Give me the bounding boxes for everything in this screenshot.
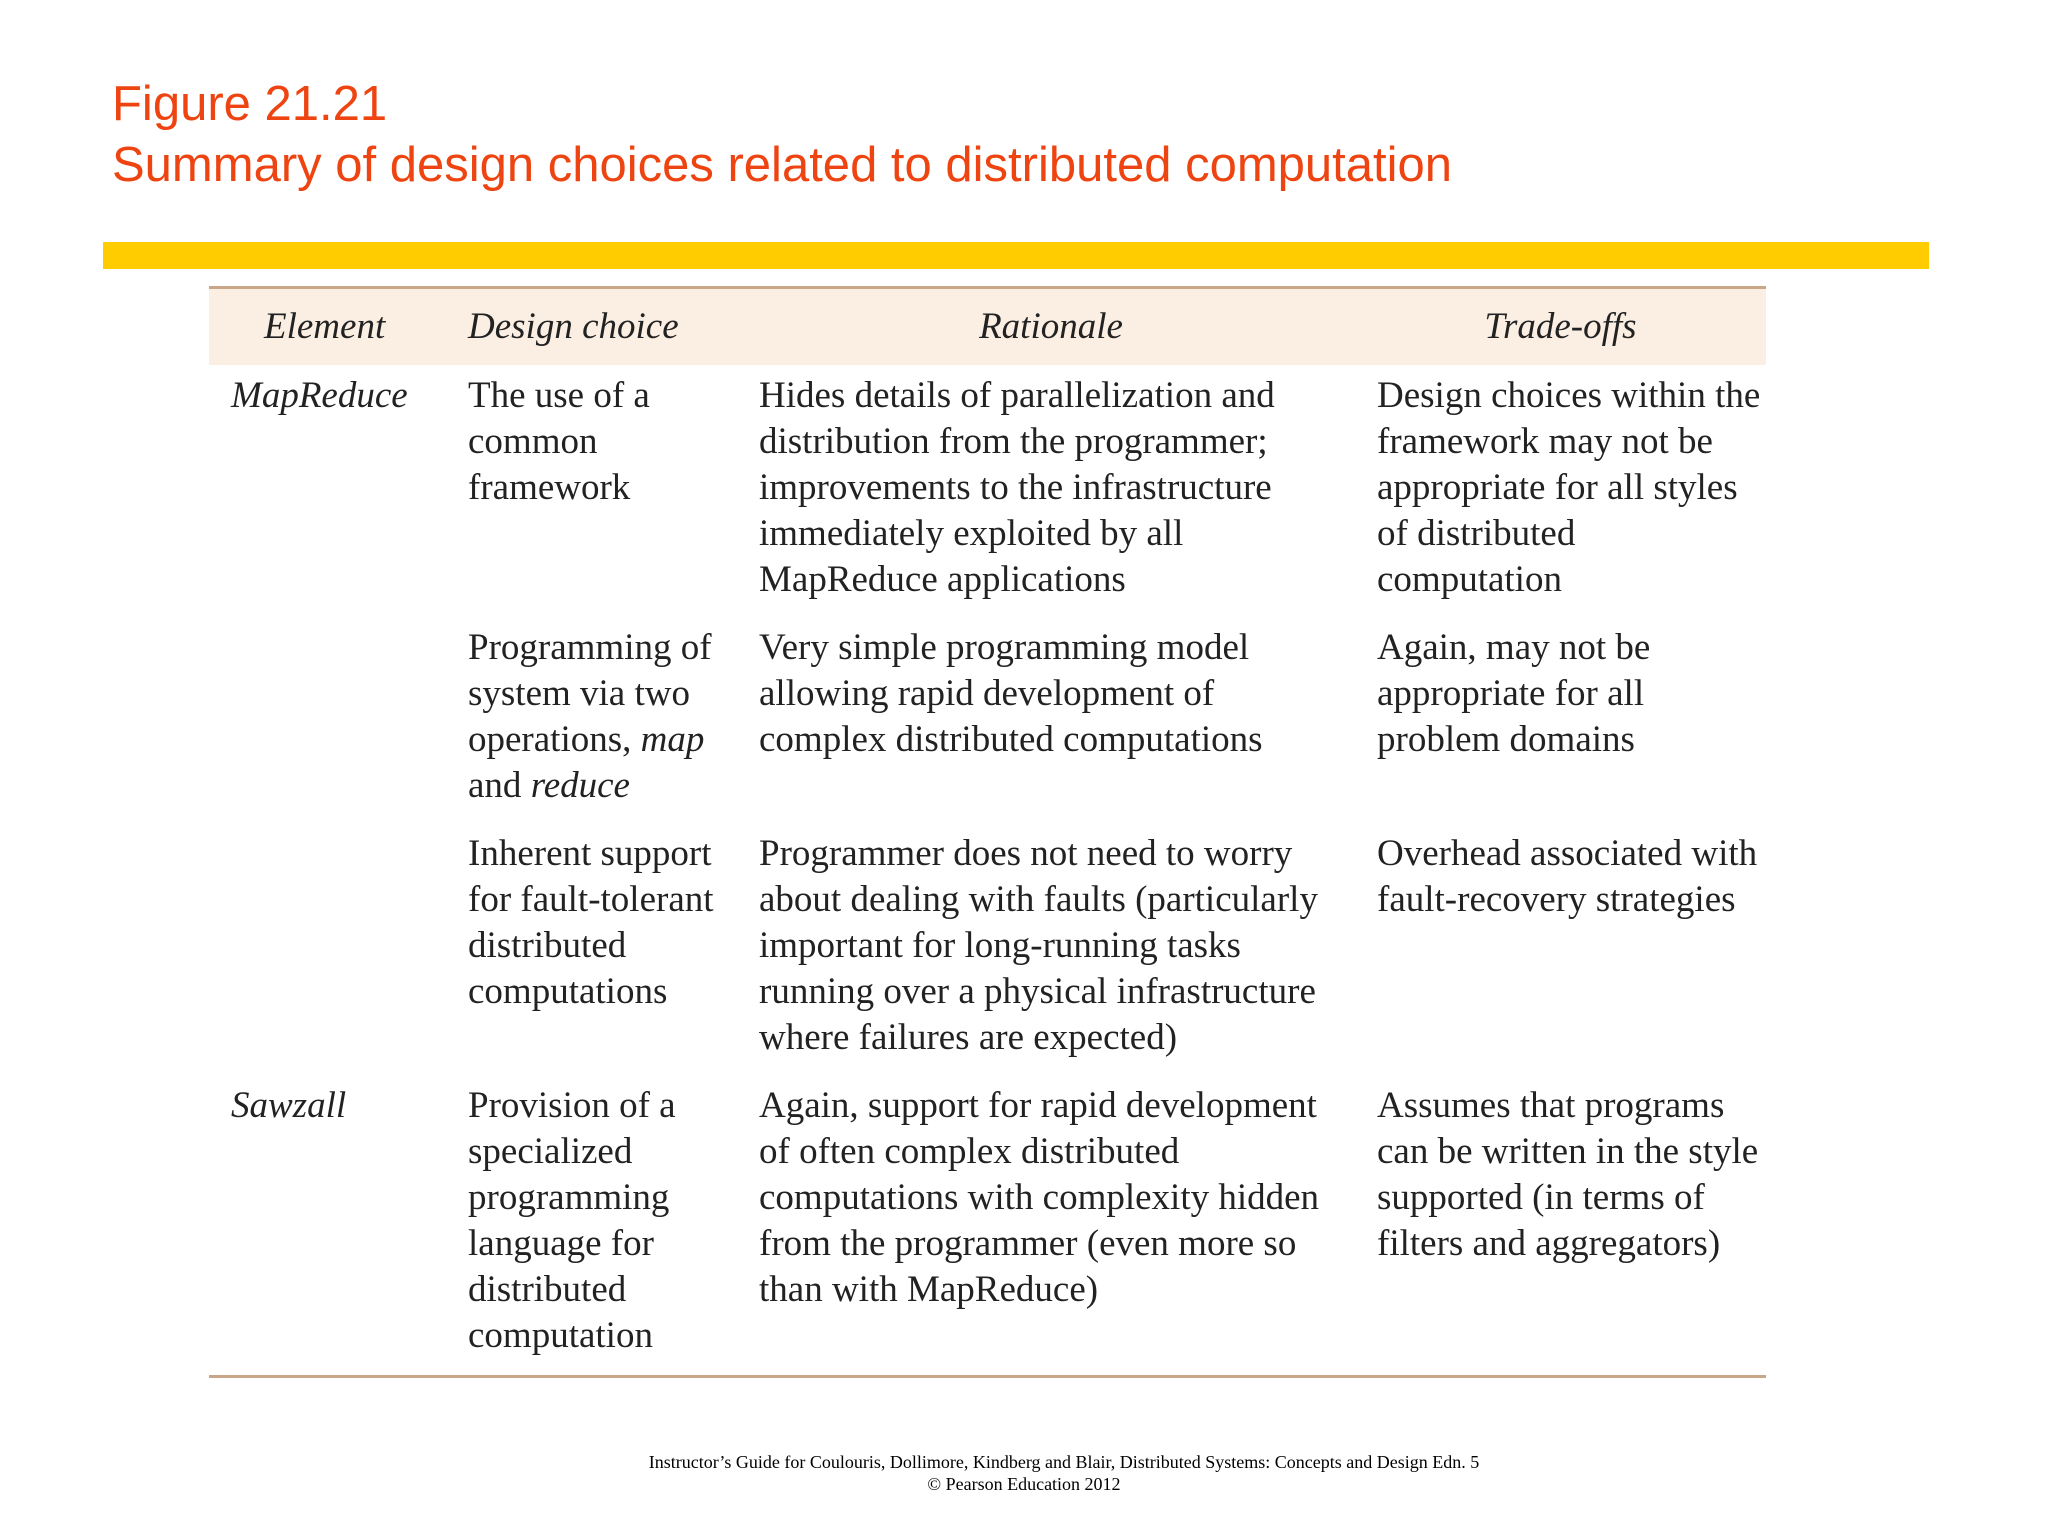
- table-row: [209, 1083, 1766, 1377]
- cell-design-choice: Provision of a specialized programming language for distributed computation: [468, 1085, 676, 1356]
- design-choices-table-container: [209, 286, 1766, 1378]
- cell-rationale: Programmer does not need to worry about dealing with faults (particularly important for long-running tasks running over a physical infrastructure where failures are expected): [759, 833, 1318, 1058]
- slide-footer: [0, 1451, 2048, 1495]
- table-header: [209, 288, 1766, 366]
- figure-caption: Summary of design choices related to distributed computation: [112, 138, 1453, 192]
- header-element: Element: [264, 306, 386, 347]
- accent-bar: [103, 242, 1929, 269]
- cell-design-choice: [447, 625, 747, 831]
- cell-tradeoffs: Again, may not be appropriate for all problem domains: [1377, 627, 1651, 760]
- table-row: [209, 831, 1766, 1083]
- header-rationale: Rationale: [979, 306, 1123, 347]
- cell-tradeoffs: Design choices within the framework may not be appropriate for all styles of distributed computation: [1377, 375, 1761, 600]
- table-body: [209, 365, 1766, 1377]
- design-choice-text: Programming of system via two operations,: [468, 627, 712, 760]
- cell-element: [209, 831, 447, 1083]
- design-choice-conjunction: and: [468, 765, 531, 806]
- table-row: [209, 625, 1766, 831]
- footer-citation: Instructor’s Guide for Coulouris, Dollimore, Kindberg and Blair, Distributed Systems: Concepts and Design Edn. 5: [648, 1452, 1480, 1472]
- reduce-term: reduce: [530, 765, 630, 806]
- cell-element: [209, 625, 447, 831]
- cell-rationale: Very simple programming model allowing rapid development of complex distributed computations: [759, 627, 1263, 760]
- cell-design-choice: The use of a common framework: [468, 375, 650, 508]
- cell-rationale: Again, support for rapid development of often complex distributed computations with complexity hidden from the programmer (even more so than with MapReduce): [759, 1085, 1320, 1310]
- header-tradeoffs: Trade-offs: [1484, 306, 1637, 347]
- header-row: [209, 288, 1766, 366]
- cell-rationale: Hides details of parallelization and distribution from the programmer; improvements to the infrastructure immediately exploited by all MapReduce applications: [759, 375, 1275, 600]
- figure-number: Figure 21.21: [112, 77, 388, 131]
- header-design-choice: Design choice: [468, 306, 679, 347]
- footer-copyright: © Pearson Education 2012: [927, 1474, 1121, 1494]
- slide-title: [112, 74, 1452, 196]
- cell-element: Sawzall: [231, 1085, 347, 1126]
- cell-element: MapReduce: [231, 375, 408, 416]
- map-term: map: [640, 719, 705, 760]
- table-row: [209, 365, 1766, 625]
- cell-tradeoffs: Assumes that programs can be written in the style supported (in terms of filters and aggregators): [1377, 1085, 1759, 1264]
- design-choices-table: [209, 286, 1766, 1378]
- cell-tradeoffs: Overhead associated with fault-recovery strategies: [1377, 833, 1758, 920]
- cell-design-choice: Inherent support for fault-tolerant distributed computations: [468, 833, 714, 1012]
